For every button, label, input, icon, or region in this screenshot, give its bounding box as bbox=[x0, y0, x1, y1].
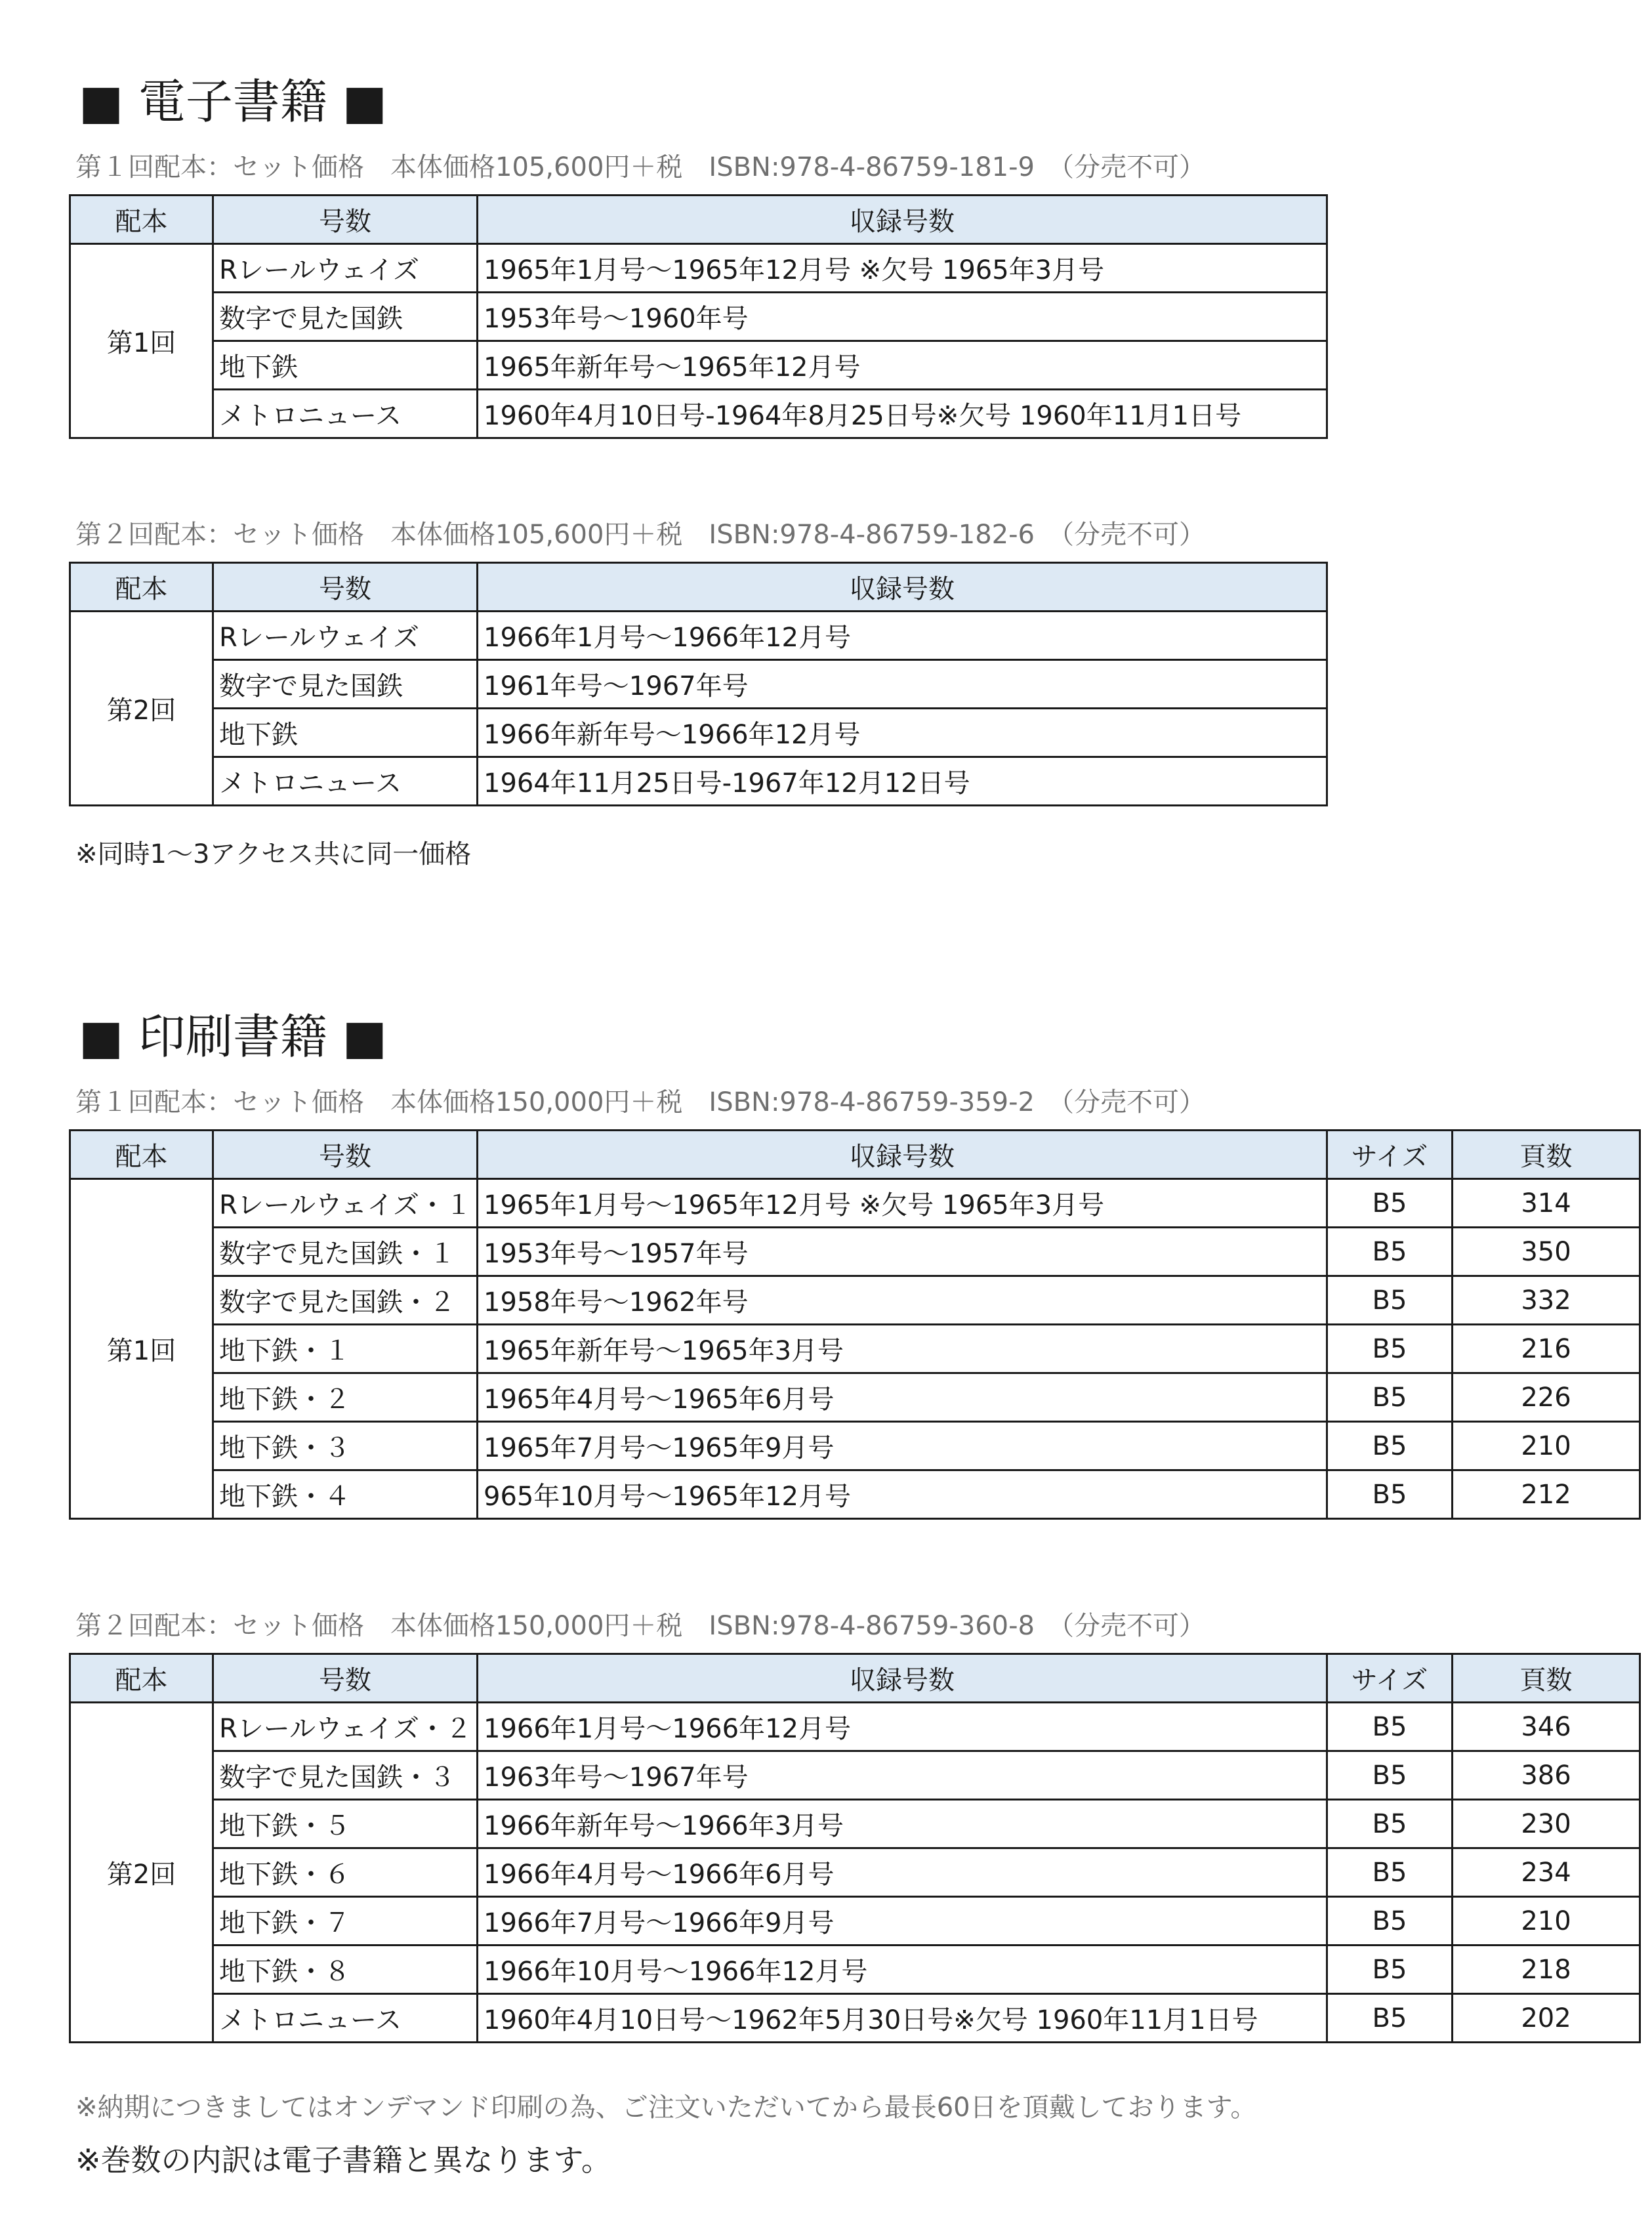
table-header-row bbox=[70, 1131, 1640, 1179]
title-cell: 地下鉄・５ bbox=[213, 1800, 478, 1848]
pages-cell: 212 bbox=[1453, 1470, 1640, 1519]
print-part1-table bbox=[69, 1129, 1641, 1520]
issues-cell: 1964年11月25日号-1967年12月12日号 bbox=[478, 757, 1327, 806]
issues-cell: 1953年号～1957年号 bbox=[478, 1228, 1327, 1276]
table-row bbox=[70, 1703, 1640, 1751]
col-header-haihon: 配本 bbox=[70, 1131, 213, 1179]
table-header-row bbox=[70, 563, 1327, 612]
size-cell: B5 bbox=[1327, 1703, 1453, 1751]
col-header-haihon: 配本 bbox=[70, 1654, 213, 1703]
issues-cell: 1960年4月10日号-1964年8月25日号※欠号 1960年11月1日号 bbox=[478, 390, 1327, 438]
title-cell: Rレールウェイズ bbox=[213, 612, 478, 660]
pages-cell: 234 bbox=[1453, 1848, 1640, 1897]
round-label: 第1回 bbox=[70, 244, 213, 438]
ebook-part2-table bbox=[69, 562, 1328, 806]
title-cell: 数字で見た国鉄・１ bbox=[213, 1228, 478, 1276]
print-part2-table bbox=[69, 1653, 1641, 2043]
col-header-shuroku: 収録号数 bbox=[478, 563, 1327, 612]
table-row bbox=[70, 1897, 1640, 1946]
issues-cell: 1966年7月号～1966年9月号 bbox=[478, 1897, 1327, 1946]
table-row bbox=[70, 1422, 1640, 1470]
round-label: 第1回 bbox=[70, 1179, 213, 1519]
pages-cell: 218 bbox=[1453, 1946, 1640, 1994]
title-cell: 数字で見た国鉄 bbox=[213, 293, 478, 341]
table-row bbox=[70, 390, 1327, 438]
table-header-row bbox=[70, 196, 1327, 244]
table-row bbox=[70, 1276, 1640, 1325]
issues-cell: 1966年4月号～1966年6月号 bbox=[478, 1848, 1327, 1897]
col-header-gousu: 号数 bbox=[213, 563, 478, 612]
col-header-haihon: 配本 bbox=[70, 196, 213, 244]
size-cell: B5 bbox=[1327, 1228, 1453, 1276]
table-row bbox=[70, 244, 1327, 293]
ebook-part2-caption: 第２回配本：セット価格 本体価格105,600円＋税 ISBN:978-4-86759-182-6 （分売不可） bbox=[75, 520, 1206, 550]
size-cell: B5 bbox=[1327, 1276, 1453, 1325]
issues-cell: 1965年7月号～1965年9月号 bbox=[478, 1422, 1327, 1470]
title-cell: 地下鉄・７ bbox=[213, 1897, 478, 1946]
table-row bbox=[70, 1325, 1640, 1373]
issues-cell: 1966年新年号～1966年12月号 bbox=[478, 709, 1327, 757]
size-cell: B5 bbox=[1327, 1848, 1453, 1897]
pages-cell: 350 bbox=[1453, 1228, 1640, 1276]
pages-cell: 202 bbox=[1453, 1994, 1640, 2043]
issues-cell: 1965年1月号～1965年12月号 ※欠号 1965年3月号 bbox=[478, 1179, 1327, 1228]
print-part1-caption: 第１回配本：セット価格 本体価格150,000円＋税 ISBN:978-4-86759-359-2 （分売不可） bbox=[75, 1087, 1206, 1117]
issues-cell: 1966年新年号～1966年3月号 bbox=[478, 1800, 1327, 1848]
issues-cell: 1953年号～1960年号 bbox=[478, 293, 1327, 341]
col-header-gousu: 号数 bbox=[213, 196, 478, 244]
title-cell: 数字で見た国鉄・２ bbox=[213, 1276, 478, 1325]
table-row bbox=[70, 709, 1327, 757]
table-row bbox=[70, 1848, 1640, 1897]
issues-cell: 1966年1月号～1966年12月号 bbox=[478, 1703, 1327, 1751]
col-header-haihon: 配本 bbox=[70, 563, 213, 612]
table-row bbox=[70, 1470, 1640, 1519]
size-cell: B5 bbox=[1327, 1800, 1453, 1848]
table-row bbox=[70, 612, 1327, 660]
table-header-row bbox=[70, 1654, 1640, 1703]
table-row bbox=[70, 1179, 1640, 1228]
issues-cell: 1963年号～1967年号 bbox=[478, 1751, 1327, 1800]
print-note-delivery: ※納期につきましてはオンデマンド印刷の為、ご注文いただいてから最長60日を頂戴しております。 bbox=[75, 2092, 1257, 2123]
pages-cell: 210 bbox=[1453, 1422, 1640, 1470]
col-header-size: サイズ bbox=[1327, 1654, 1453, 1703]
ebook-note: ※同時1～3アクセス共に同一価格 bbox=[75, 839, 472, 869]
col-header-shuroku: 収録号数 bbox=[478, 1654, 1327, 1703]
issues-cell: 1961年号～1967年号 bbox=[478, 660, 1327, 709]
issues-cell: 965年10月号～1965年12月号 bbox=[478, 1470, 1327, 1519]
size-cell: B5 bbox=[1327, 1946, 1453, 1994]
table-row bbox=[70, 660, 1327, 709]
round-label: 第2回 bbox=[70, 612, 213, 806]
table-row bbox=[70, 757, 1327, 806]
title-cell: Rレールウェイズ・１ bbox=[213, 1179, 478, 1228]
size-cell: B5 bbox=[1327, 1325, 1453, 1373]
issues-cell: 1960年4月10日号～1962年5月30日号※欠号 1960年11月1日号 bbox=[478, 1994, 1327, 2043]
ebook-heading: ■ 電子書籍 ■ bbox=[79, 74, 387, 129]
pages-cell: 216 bbox=[1453, 1325, 1640, 1373]
col-header-shuroku: 収録号数 bbox=[478, 1131, 1327, 1179]
issues-cell: 1965年新年号～1965年3月号 bbox=[478, 1325, 1327, 1373]
col-header-gousu: 号数 bbox=[213, 1131, 478, 1179]
print-note-volumes: ※巻数の内訳は電子書籍と異なります。 bbox=[75, 2142, 611, 2178]
issues-cell: 1966年10月号～1966年12月号 bbox=[478, 1946, 1327, 1994]
title-cell: 地下鉄・４ bbox=[213, 1470, 478, 1519]
pages-cell: 210 bbox=[1453, 1897, 1640, 1946]
pages-cell: 314 bbox=[1453, 1179, 1640, 1228]
col-header-pages: 頁数 bbox=[1453, 1131, 1640, 1179]
pages-cell: 230 bbox=[1453, 1800, 1640, 1848]
title-cell: 地下鉄・１ bbox=[213, 1325, 478, 1373]
issues-cell: 1965年新年号～1965年12月号 bbox=[478, 341, 1327, 390]
title-cell: 地下鉄・３ bbox=[213, 1422, 478, 1470]
table-row bbox=[70, 1800, 1640, 1848]
title-cell: 数字で見た国鉄 bbox=[213, 660, 478, 709]
size-cell: B5 bbox=[1327, 1179, 1453, 1228]
issues-cell: 1965年4月号～1965年6月号 bbox=[478, 1373, 1327, 1422]
pages-cell: 386 bbox=[1453, 1751, 1640, 1800]
title-cell: 地下鉄・２ bbox=[213, 1373, 478, 1422]
size-cell: B5 bbox=[1327, 1751, 1453, 1800]
title-cell: 地下鉄 bbox=[213, 709, 478, 757]
table-row bbox=[70, 1946, 1640, 1994]
table-row bbox=[70, 1228, 1640, 1276]
size-cell: B5 bbox=[1327, 1897, 1453, 1946]
title-cell: 数字で見た国鉄・３ bbox=[213, 1751, 478, 1800]
ebook-part1-table bbox=[69, 194, 1328, 439]
pages-cell: 226 bbox=[1453, 1373, 1640, 1422]
title-cell: Rレールウェイズ bbox=[213, 244, 478, 293]
print-heading: ■ 印刷書籍 ■ bbox=[79, 1009, 387, 1064]
table-row bbox=[70, 341, 1327, 390]
ebook-part1-caption: 第１回配本：セット価格 本体価格105,600円＋税 ISBN:978-4-86759-181-9 （分売不可） bbox=[75, 152, 1206, 182]
table-row bbox=[70, 1994, 1640, 2043]
table-row bbox=[70, 1373, 1640, 1422]
pages-cell: 332 bbox=[1453, 1276, 1640, 1325]
size-cell: B5 bbox=[1327, 1994, 1453, 2043]
title-cell: メトロニュース bbox=[213, 757, 478, 806]
col-header-gousu: 号数 bbox=[213, 1654, 478, 1703]
title-cell: 地下鉄・６ bbox=[213, 1848, 478, 1897]
pages-cell: 346 bbox=[1453, 1703, 1640, 1751]
round-label: 第2回 bbox=[70, 1703, 213, 2043]
title-cell: 地下鉄 bbox=[213, 341, 478, 390]
table-row bbox=[70, 293, 1327, 341]
print-part2-caption: 第２回配本：セット価格 本体価格150,000円＋税 ISBN:978-4-86759-360-8 （分売不可） bbox=[75, 1611, 1206, 1641]
size-cell: B5 bbox=[1327, 1373, 1453, 1422]
title-cell: 地下鉄・８ bbox=[213, 1946, 478, 1994]
issues-cell: 1958年号～1962年号 bbox=[478, 1276, 1327, 1325]
col-header-pages: 頁数 bbox=[1453, 1654, 1640, 1703]
issues-cell: 1965年1月号～1965年12月号 ※欠号 1965年3月号 bbox=[478, 244, 1327, 293]
title-cell: メトロニュース bbox=[213, 390, 478, 438]
table-row bbox=[70, 1751, 1640, 1800]
col-header-size: サイズ bbox=[1327, 1131, 1453, 1179]
title-cell: Rレールウェイズ・２ bbox=[213, 1703, 478, 1751]
size-cell: B5 bbox=[1327, 1470, 1453, 1519]
issues-cell: 1966年1月号～1966年12月号 bbox=[478, 612, 1327, 660]
size-cell: B5 bbox=[1327, 1422, 1453, 1470]
col-header-shuroku: 収録号数 bbox=[478, 196, 1327, 244]
title-cell: メトロニュース bbox=[213, 1994, 478, 2043]
